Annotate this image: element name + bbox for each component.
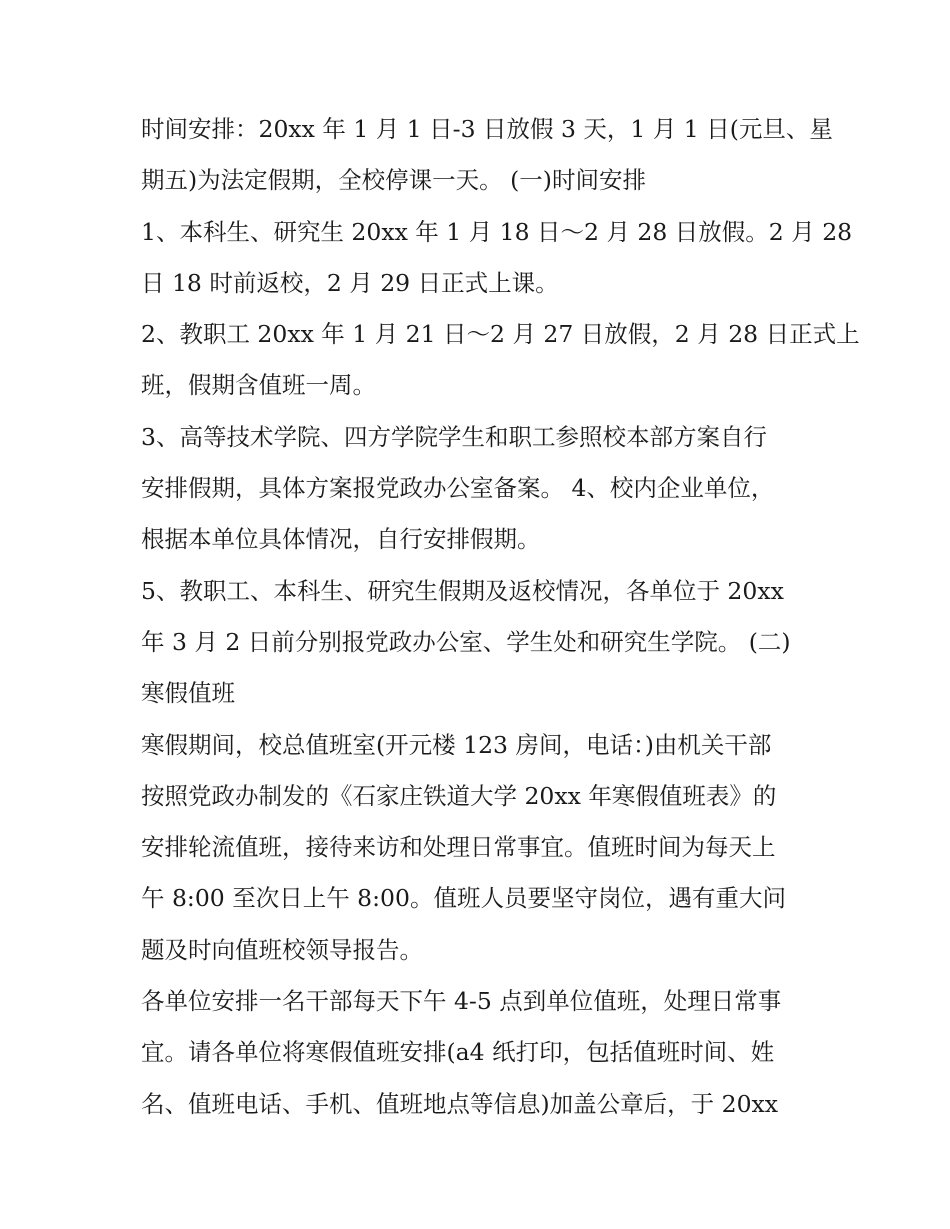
text-line: 根据本单位具体情况，自行安排假期。: [141, 525, 541, 554]
text-line: 3、高等技术学院、四方学院学生和职工参照校本部方案自行: [141, 422, 767, 451]
text-line: 题及时向值班校领导报告。: [141, 935, 423, 964]
text-line: 各单位安排一名干部每天下午 4-5 点到单位值班，处理日常事: [141, 987, 782, 1016]
text-line: 安排轮流值班，接待来访和处理日常事宜。值班时间为每天上: [141, 833, 776, 862]
text-line: 午 8:00 至次日上午 8:00。值班人员要坚守岗位，遇有重大问: [141, 884, 786, 913]
text-line: 2、教职工 20xx 年 1 月 21 日～2 月 27 日放假，2 月 28 日正式上: [141, 320, 860, 349]
text-line: 日 18 时前返校，2 月 29 日正式上课。: [141, 268, 559, 297]
text-line: 班，假期含值班一周。: [141, 371, 376, 400]
text-line: 1、本科生、研究生 20xx 年 1 月 18 日～2 月 28 日放假。2 月 28: [141, 217, 853, 246]
document-body: [141, 104, 860, 1130]
text-line: 寒假期间，校总值班室(开元楼 123 房间，电话：)由机关干部: [141, 730, 772, 759]
text-line: 5、教职工、本科生、研究生假期及返校情况，各单位于 20xx: [141, 576, 784, 605]
text-line: 时间安排：20xx 年 1 月 1 日-3 日放假 3 天，1 月 1 日(元旦、星: [141, 115, 833, 143]
text-line: 年 3 月 2 日前分别报党政办公室、学生处和研究生学院。 (二): [141, 627, 791, 656]
text-line: 寒假值班: [141, 679, 235, 708]
text-line: 期五)为法定假期，全校停课一天。 (一)时间安排: [141, 166, 646, 195]
text-line: 名、值班电话、手机、值班地点等信息)加盖公章后，于 20xx: [141, 1089, 779, 1118]
text-line: 宜。请各单位将寒假值班安排(a4 纸打印，包括值班时间、姓: [141, 1038, 775, 1067]
text-line: 按照党政办制发的《石家庄铁道大学 20xx 年寒假值班表》的: [141, 781, 777, 810]
text-line: 安排假期，具体方案报党政办公室备案。 4、校内企业单位，: [141, 474, 775, 503]
